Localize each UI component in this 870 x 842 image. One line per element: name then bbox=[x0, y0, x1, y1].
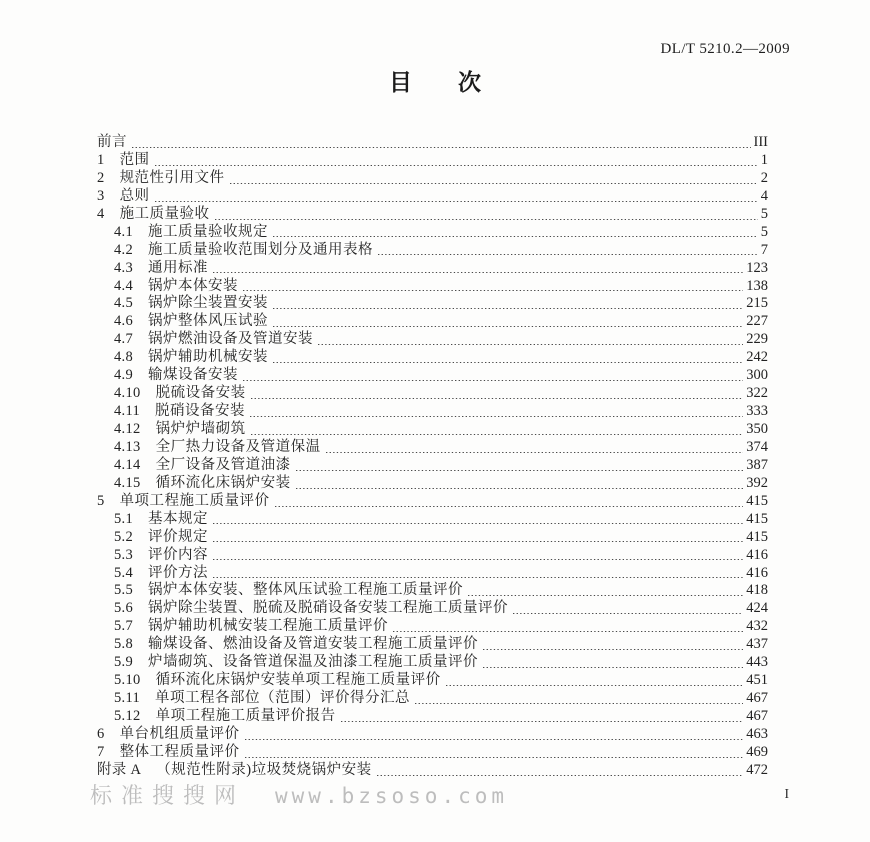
toc-entry-page: 416 bbox=[746, 546, 768, 563]
toc-dot-leader bbox=[213, 529, 743, 547]
toc-entry-number: 4.6 bbox=[114, 313, 134, 330]
toc-entry bbox=[97, 260, 768, 278]
toc-entry-page: 5 bbox=[760, 205, 768, 222]
page-title: 目 次 bbox=[389, 70, 481, 95]
toc-entry-title: 施工质量验收规定 bbox=[148, 223, 269, 240]
toc-entry bbox=[97, 690, 768, 708]
toc-entry bbox=[97, 367, 768, 385]
toc-entry-title: 输煤设备安装 bbox=[148, 367, 239, 384]
toc-entry-page: 463 bbox=[746, 725, 768, 742]
toc-dot-leader bbox=[341, 708, 744, 726]
toc-dot-leader bbox=[251, 385, 744, 403]
footer-page-number: I bbox=[784, 786, 789, 801]
toc-entry bbox=[97, 547, 768, 565]
toc-entry-title: 全厂设备及管道油漆 bbox=[155, 456, 291, 473]
toc-entry-title: 输煤设备、燃油设备及管道安装工程施工质量评价 bbox=[148, 636, 479, 653]
toc-entry-number: 5.2 bbox=[114, 528, 134, 545]
toc-entry-page: 416 bbox=[746, 564, 768, 581]
toc-entry-title: 炉墙砌筑、设备管道保温及油漆工程施工质量评价 bbox=[148, 654, 479, 671]
toc-entry-title: 整体工程质量评价 bbox=[119, 743, 240, 760]
toc-entry-number: 4.1 bbox=[114, 223, 134, 240]
toc-entry-page: 215 bbox=[746, 295, 768, 312]
toc-entry bbox=[97, 636, 768, 654]
toc-dot-leader bbox=[326, 439, 744, 457]
toc-entry-title: 单项工程施工质量评价 bbox=[119, 492, 270, 509]
toc-entry-page: 467 bbox=[746, 690, 768, 707]
toc-entry-title: 单台机组质量评价 bbox=[119, 725, 240, 742]
toc-entry-page: 227 bbox=[746, 313, 768, 330]
toc-entry bbox=[97, 242, 768, 260]
toc-entry-number: 4.14 bbox=[114, 456, 141, 473]
toc-entry-title: （规范性附录)垃圾焚烧锅炉安装 bbox=[156, 761, 372, 778]
watermark-site-url: www.bzsoso.com bbox=[275, 784, 509, 808]
toc-dot-leader bbox=[213, 565, 743, 583]
toc-entry-page: 415 bbox=[746, 528, 768, 545]
toc-dot-leader bbox=[245, 726, 744, 744]
toc-dot-leader bbox=[296, 475, 744, 493]
toc-entry-number: 4.7 bbox=[114, 331, 134, 348]
toc-dot-leader bbox=[245, 744, 744, 762]
toc-entry bbox=[97, 457, 768, 475]
toc-dot-leader bbox=[243, 367, 743, 385]
toc-entry-title: 锅炉本体安装 bbox=[148, 277, 239, 294]
toc-entry-page: 374 bbox=[746, 438, 768, 455]
toc-entry-number: 5.9 bbox=[114, 654, 134, 671]
toc-entry-page: 469 bbox=[746, 743, 768, 760]
toc-entry bbox=[97, 493, 768, 511]
toc-entry-number: 4.5 bbox=[114, 295, 134, 312]
toc-dot-leader bbox=[251, 421, 744, 439]
toc-entry-title: 锅炉辅助机械安装 bbox=[148, 349, 269, 366]
toc-entry-number: 4.2 bbox=[114, 241, 134, 258]
toc-dot-leader bbox=[155, 152, 758, 170]
toc-dot-leader bbox=[446, 672, 744, 690]
toc-entry-number: 5.7 bbox=[114, 618, 134, 635]
toc-dot-leader bbox=[483, 654, 743, 672]
toc-entry bbox=[97, 529, 768, 547]
toc-entry-page: 387 bbox=[746, 456, 768, 473]
toc-dot-leader bbox=[273, 224, 758, 242]
standard-number: DL/T 5210.2—2009 bbox=[660, 41, 790, 57]
toc-entry-number: 6 bbox=[97, 725, 105, 742]
toc-entry-number: 4.13 bbox=[114, 438, 141, 455]
toc-entry-title: 评价方法 bbox=[148, 564, 209, 581]
toc-entry-number: 5.4 bbox=[114, 564, 134, 581]
toc-entry-page: 4 bbox=[760, 187, 768, 204]
toc-entry-title: 锅炉辅助机械安装工程施工质量评价 bbox=[148, 618, 389, 635]
toc-entry-number: 5.5 bbox=[114, 582, 134, 599]
toc-entry-title: 施工质量验收 bbox=[119, 205, 210, 222]
toc-dot-leader bbox=[215, 206, 758, 224]
toc-entry-title: 循环流化床锅炉安装 bbox=[155, 474, 291, 491]
toc-entry-title: 脱硫设备安装 bbox=[155, 385, 246, 402]
toc-entry-page: 1 bbox=[760, 151, 768, 168]
toc-entry-page: 415 bbox=[746, 492, 768, 509]
toc-dot-leader bbox=[378, 242, 758, 260]
toc-dot-leader bbox=[393, 618, 743, 636]
toc-entry-number: 5.6 bbox=[114, 600, 134, 617]
toc-dot-leader bbox=[296, 457, 744, 475]
toc-entry bbox=[97, 206, 768, 224]
toc-dot-leader bbox=[377, 762, 744, 780]
toc-entry-page: 437 bbox=[746, 636, 768, 653]
toc-entry-number: 5.10 bbox=[114, 672, 141, 689]
toc-entry-page: 242 bbox=[746, 349, 768, 366]
toc-entry-page: 2 bbox=[760, 169, 768, 186]
toc-entry-title: 范围 bbox=[119, 151, 150, 168]
toc-entry-number: 4.10 bbox=[114, 385, 141, 402]
toc-entry bbox=[97, 385, 768, 403]
toc-dot-leader bbox=[213, 547, 743, 565]
toc-entry-title: 全厂热力设备及管道保温 bbox=[155, 438, 321, 455]
toc-entry bbox=[97, 170, 768, 188]
toc-entry-title: 锅炉除尘装置安装 bbox=[148, 295, 269, 312]
toc-entry bbox=[97, 421, 768, 439]
toc-entry-number: 4.15 bbox=[114, 474, 141, 491]
toc-entry bbox=[97, 278, 768, 296]
toc-entry-title: 规范性引用文件 bbox=[119, 169, 225, 186]
toc-dot-leader bbox=[273, 349, 743, 367]
toc-entry-number: 1 bbox=[97, 151, 105, 168]
toc-dot-leader bbox=[230, 170, 758, 188]
toc-entry bbox=[97, 403, 768, 421]
toc-entry bbox=[97, 726, 768, 744]
toc-entry bbox=[97, 762, 768, 780]
toc-entry-title: 总则 bbox=[119, 187, 150, 204]
toc-entry-title: 单项工程各部位（范围）评价得分汇总 bbox=[155, 690, 411, 707]
toc-entry-page: 443 bbox=[746, 654, 768, 671]
toc-entry-number: 4.9 bbox=[114, 367, 134, 384]
toc-entry-title: 通用标准 bbox=[148, 259, 209, 276]
toc-entry-page: 432 bbox=[746, 618, 768, 635]
toc-entry-title: 锅炉燃油设备及管道安装 bbox=[148, 331, 314, 348]
toc-dot-leader bbox=[318, 331, 743, 349]
toc-entry-number: 4.3 bbox=[114, 259, 134, 276]
toc-entry-title: 评价内容 bbox=[148, 546, 209, 563]
toc-entry-page: 229 bbox=[746, 331, 768, 348]
toc-list bbox=[97, 134, 768, 780]
toc-entry bbox=[97, 654, 768, 672]
watermark-site-name: 标准搜搜网 bbox=[90, 783, 246, 808]
toc-entry-title: 评价规定 bbox=[148, 528, 209, 545]
toc-dot-leader bbox=[273, 295, 743, 313]
toc-entry bbox=[97, 600, 768, 618]
toc-entry bbox=[97, 475, 768, 493]
toc-entry-title: 施工质量验收范围划分及通用表格 bbox=[148, 241, 374, 258]
toc-entry bbox=[97, 349, 768, 367]
toc-entry-page: 5 bbox=[760, 223, 768, 240]
toc-entry-title: 前言 bbox=[97, 134, 127, 150]
toc-entry bbox=[97, 565, 768, 583]
toc-entry-page: 333 bbox=[746, 403, 768, 420]
toc-entry-number: 4 bbox=[97, 205, 105, 222]
toc-dot-leader bbox=[415, 690, 743, 708]
toc-entry bbox=[97, 152, 768, 170]
toc-entry-page: 467 bbox=[746, 708, 768, 724]
toc-entry-page: 418 bbox=[746, 582, 768, 599]
toc-entry-number: 4.12 bbox=[114, 421, 141, 437]
toc-entry-number: 5.3 bbox=[114, 546, 134, 563]
toc-dot-leader bbox=[243, 278, 743, 296]
toc-entry-page: 123 bbox=[746, 259, 768, 276]
toc-dot-leader bbox=[155, 188, 758, 206]
toc-entry-title: 锅炉整体风压试验 bbox=[148, 313, 269, 330]
toc-entry-title: 脱硝设备安装 bbox=[155, 403, 246, 420]
toc-dot-leader bbox=[513, 600, 743, 618]
toc-entry-number: 5 bbox=[97, 492, 105, 509]
toc-entry bbox=[97, 224, 768, 242]
toc-entry-page: 350 bbox=[746, 421, 768, 437]
toc-entry-number: 5.1 bbox=[114, 510, 134, 527]
toc-entry-number: 4.11 bbox=[114, 403, 141, 420]
toc-dot-leader bbox=[275, 493, 744, 511]
toc-entry-page: 451 bbox=[746, 672, 768, 689]
toc-entry-page: 322 bbox=[746, 385, 768, 402]
watermark bbox=[90, 779, 508, 810]
toc-entry bbox=[97, 618, 768, 636]
toc-entry-number: 5.11 bbox=[114, 690, 141, 707]
toc-entry-number: 7 bbox=[97, 743, 105, 760]
toc-entry-title: 锅炉除尘装置、脱硫及脱硝设备安装工程施工质量评价 bbox=[148, 600, 509, 617]
toc-entry-page: 300 bbox=[746, 367, 768, 384]
toc-entry bbox=[97, 582, 768, 600]
toc-entry-page: 138 bbox=[746, 277, 768, 294]
toc-dot-leader bbox=[483, 636, 743, 654]
toc-entry-title: 循环流化床锅炉安装单项工程施工质量评价 bbox=[155, 672, 441, 689]
toc-entry-page: 415 bbox=[746, 510, 768, 527]
toc-entry bbox=[97, 672, 768, 690]
toc-entry-number: 5.8 bbox=[114, 636, 134, 653]
toc-entry-number: 2 bbox=[97, 169, 105, 186]
toc-entry-page: 424 bbox=[746, 600, 768, 617]
toc-entry-number: 4.4 bbox=[114, 277, 134, 294]
toc-dot-leader bbox=[250, 403, 743, 421]
toc-entry-title: 单项工程施工质量评价报告 bbox=[155, 708, 336, 724]
toc-dot-leader bbox=[132, 134, 751, 152]
toc-entry bbox=[97, 744, 768, 762]
toc-entry-page: 392 bbox=[746, 474, 768, 491]
toc-entry-number: 4.8 bbox=[114, 349, 134, 366]
toc-entry-title: 锅炉本体安装、整体风压试验工程施工质量评价 bbox=[148, 582, 464, 599]
toc-entry bbox=[97, 313, 768, 331]
toc-entry bbox=[97, 295, 768, 313]
toc-entry bbox=[97, 331, 768, 349]
toc-entry-title: 基本规定 bbox=[148, 510, 209, 527]
toc-entry-page: 7 bbox=[760, 241, 768, 258]
toc-entry-page: 472 bbox=[746, 761, 768, 778]
toc-entry-title: 锅炉炉墙砌筑 bbox=[155, 421, 246, 437]
toc-entry bbox=[97, 134, 768, 152]
toc-entry bbox=[97, 708, 768, 726]
toc-dot-leader bbox=[213, 260, 743, 278]
toc-entry bbox=[97, 439, 768, 457]
toc-entry-number: 5.12 bbox=[114, 708, 141, 724]
toc-dot-leader bbox=[468, 582, 743, 600]
toc-entry bbox=[97, 511, 768, 529]
toc-entry-number: 3 bbox=[97, 187, 105, 204]
toc-entry bbox=[97, 188, 768, 206]
toc-dot-leader bbox=[213, 511, 743, 529]
toc-entry-number: 附录 A bbox=[97, 761, 142, 778]
toc-dot-leader bbox=[273, 313, 743, 331]
toc-entry-page: III bbox=[753, 134, 768, 150]
